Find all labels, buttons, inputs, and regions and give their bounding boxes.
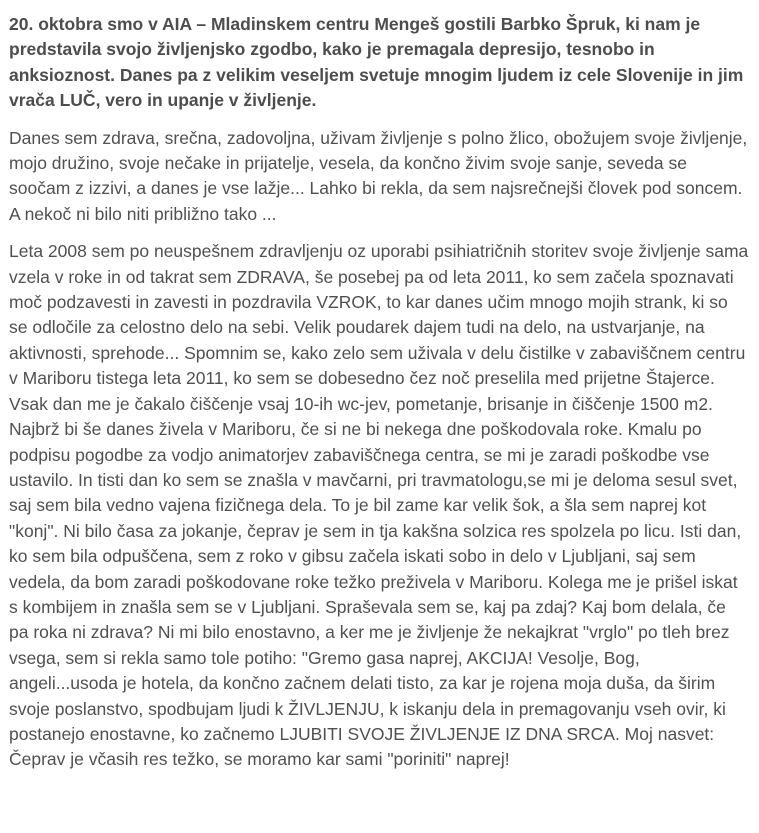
- article-lead: 20. oktobra smo v AIA – Mladinskem centru Mengeš gostili Barbko Špruk, ki nam je predstavila svojo življenjsko zgodbo, kako je premagala depresijo, tesnobo in anksioznost. Danes pa z velikim veseljem svetuje mnogim ljudem iz cele Slovenije in jim vrača LUČ, vero in upanje v življenje.: [9, 14, 744, 111]
- article-paragraph-1: Danes sem zdrava, srečna, zadovoljna, uživam življenje s polno žlico, obožujem svoje življenje, mojo družino, svoje nečake in prijatelje, vesela, da končno živim svoje sanje, seveda se soočam z izzivi, a danes je vse lažje... Lahko bi rekla, da sem najsrečnejši človek pod soncem. A nekoč ni bilo niti približno tako ...: [9, 127, 748, 224]
- article-paragraph-2: Leta 2008 sem po neuspešnem zdravljenju oz uporabi psihiatričnih storitev svoje življenje sama vzela v roke in od takrat sem ZDRAVA, še posebej pa od leta 2011, ko sem začela spoznavati moč podzavesti in zavesti in pozdravila VZROK, to kar danes učim mnogo mojih strank, ki so se odločile za celostno delo na sebi. Velik poudarek dajem tudi na delo, na ustvarjanje, na aktivnosti, sprehode... Spomnim se, kako zelo sem uživala v delu čistilke v zabaviščnem centru v Mariboru tistega leta 2011, ko sem se dobesedno čez noč preselila med prijetne Štajerce. Vsak dan me je čakalo čiščenje vsaj 10-ih wc-jev, pometanje, brisanje in čiščenje 1500 m2. Najbrž bi še danes živela v Mariboru, če si ne bi nekega dne poškodovala roke. Kmalu po podpisu pogodbe za vodjo animatorjev zabaviščnega centra, se mi je zaradi poškodbe vse ustavilo. In tisti dan ko sem se znašla v mavčarni, pri travmatologu,se mi je deloma sesul svet, saj sem bila vedno vajena fizičnega dela. To je bil zame kar velik šok, a šla sem naprej kot "konj". Ni bilo časa za jokanje, čeprav je sem in tja kakšna solzica res spolzela po licu. Isti dan, ko sem bila odpuščena, sem z roko v gibsu začela iskati sobo in delo v Ljubljani, saj sem vedela, da bom zaradi poškodovane roke težko preživela v Mariboru. Kolega me je prišel iskat s kombijem in znašla sem se v Ljubljani. Spraševala sem se, kaj pa zdaj? Kaj bom delala, če pa roka ni zdrava? Ni mi bilo enostavno, a ker me je življenje že nekajkrat "vrglo" po tleh brez vsega, sem si rekla samo tole potiho: "Gremo gasa naprej, AKCIJA! Vesolje, Bog, angeli...usoda je hotela, da končno začnem delati tisto, za kar je rojena moja duša, da širim svoje poslanstvo, spodbujam ljudi k ŽIVLJENJU, k iskanju dela in premagovanju vseh ovir, ki postanejo enostavne, ko začnemo LJUBITI SVOJE ŽIVLJENJE IZ DNA SRCA. Moj nasvet: Čeprav je včasih res težko, se moramo kar sami "poriniti" naprej!: [9, 241, 749, 770]
